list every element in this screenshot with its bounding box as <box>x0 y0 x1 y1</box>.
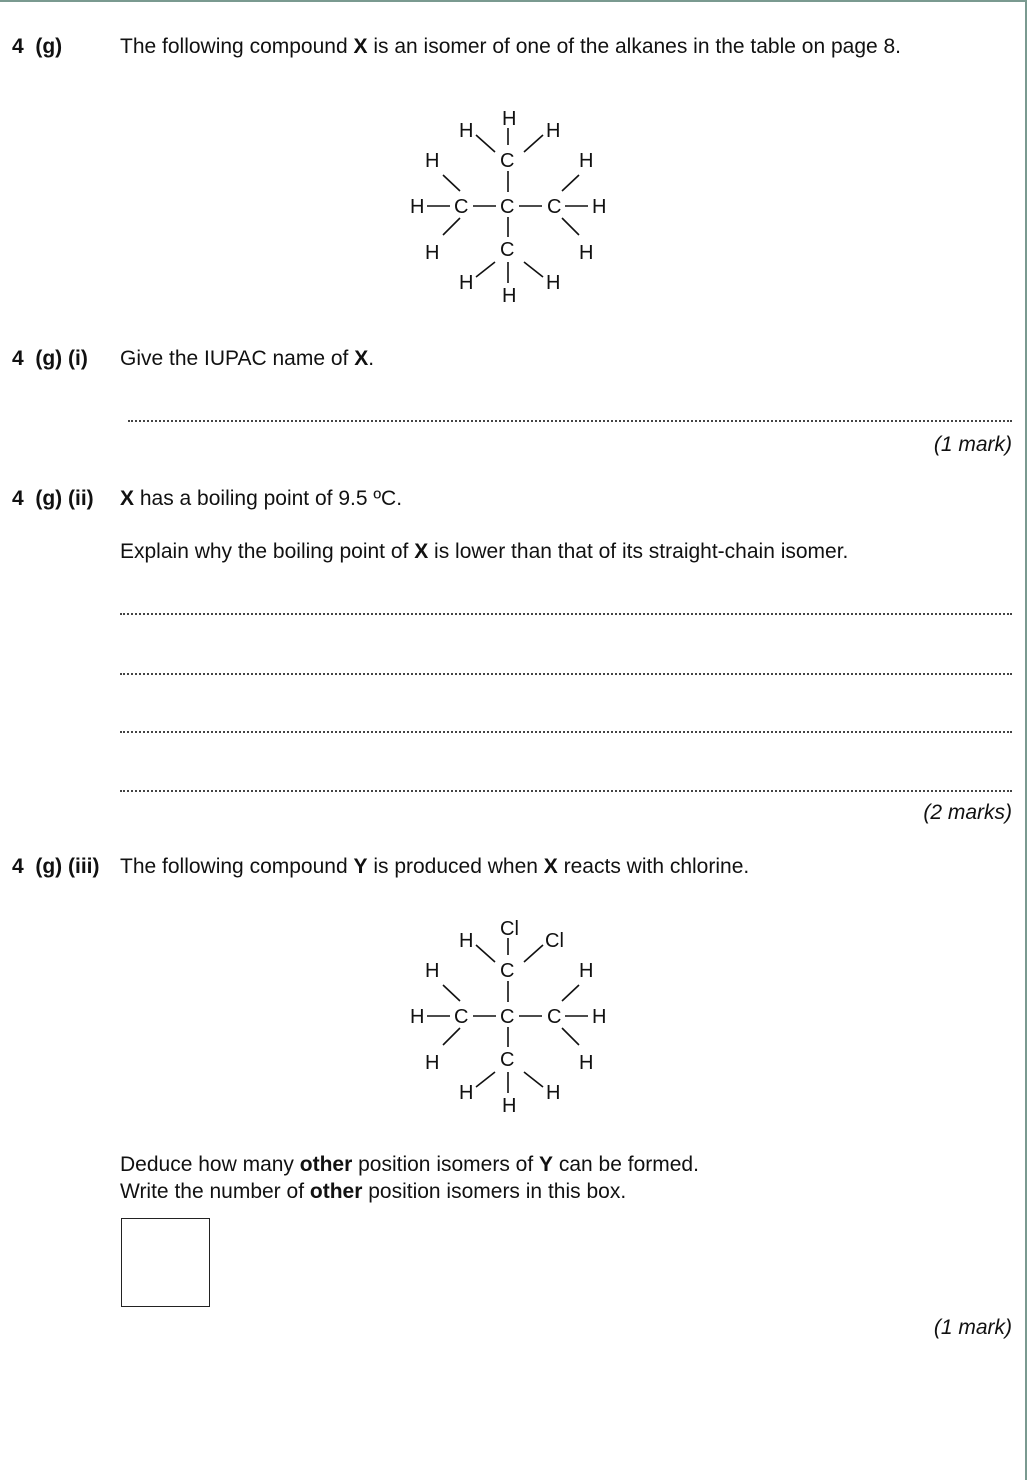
atom-label: H <box>579 1052 594 1074</box>
atom-label: H <box>459 930 474 952</box>
atom-label: C <box>454 1006 469 1028</box>
bond-line <box>443 175 460 191</box>
structure-y-svg <box>405 915 615 1117</box>
atom-label: H <box>410 1006 425 1028</box>
q4gii-line1-post: has a boiling point of 9.5 ºC. <box>134 487 403 510</box>
question-4giii-text <box>120 855 749 879</box>
structure-x-svg <box>405 105 615 307</box>
answer-line-4gii-4[interactable] <box>120 790 1012 792</box>
q4gii-line2-post: is lower than that of its straight-chain isomer. <box>428 540 849 563</box>
atom-label: H <box>546 1082 561 1104</box>
question-number-4g: 4 (g) <box>12 35 63 58</box>
bond-line <box>476 262 495 277</box>
atom-label-cl-top: Cl <box>500 918 519 940</box>
bond-line <box>562 1028 579 1045</box>
question-4gii-line1 <box>120 487 402 511</box>
atom-label: C <box>500 1049 515 1071</box>
atom-label: H <box>546 272 561 294</box>
question-4giii-deduce <box>120 1153 699 1177</box>
q4gi-text-pre: Give the IUPAC name of <box>120 347 355 370</box>
deduce-post: can be formed. <box>553 1153 699 1176</box>
question-4g-text <box>120 35 901 59</box>
bond-line <box>524 945 543 962</box>
bond-line <box>443 218 460 235</box>
bond-line <box>562 218 579 235</box>
atom-label: H <box>425 960 440 982</box>
question-number-4gii: 4 (g) (ii) <box>12 487 94 510</box>
q4giii-text-bold1: Y <box>353 855 368 878</box>
atom-label: H <box>579 242 594 264</box>
atom-label: H <box>546 120 561 142</box>
atom-label: H <box>502 285 517 307</box>
bond-line <box>524 135 543 152</box>
q4g-text-post: is an isomer of one of the alkanes in the table on page 8. <box>367 35 902 58</box>
bond-line <box>476 135 495 152</box>
atom-label: H <box>410 196 425 218</box>
bond-line <box>562 175 579 191</box>
atom-label: H <box>592 1006 607 1028</box>
write-pre: Write the number of <box>120 1180 310 1203</box>
atom-label: C <box>547 1006 562 1028</box>
atom-label: H <box>502 1095 517 1117</box>
atom-label: H <box>502 108 517 130</box>
bond-line <box>524 1072 543 1087</box>
structure-x-diagram <box>405 105 615 307</box>
atom-label: C <box>500 239 515 261</box>
structure-y-diagram <box>405 915 615 1117</box>
question-4giii-write <box>120 1180 626 1204</box>
q4giii-text-post: reacts with chlorine. <box>557 855 750 878</box>
bond-line <box>443 985 460 1001</box>
answer-line-4gii-2[interactable] <box>120 673 1012 675</box>
atom-label: H <box>579 960 594 982</box>
q4giii-text-mid: is produced when <box>367 855 544 878</box>
answer-line-4gii-3[interactable] <box>120 731 1012 733</box>
q4giii-text-pre: The following compound <box>120 855 354 878</box>
atom-label: H <box>459 272 474 294</box>
question-4gi-text <box>120 347 374 371</box>
bond-line <box>476 945 495 962</box>
atom-label: H <box>425 150 440 172</box>
deduce-pre: Deduce how many <box>120 1153 300 1176</box>
write-post: position isomers in this box. <box>362 1180 627 1203</box>
atom-label: C <box>454 196 469 218</box>
atom-label: H <box>459 120 474 142</box>
q4g-text-pre: The following compound <box>120 35 354 58</box>
atom-label: C <box>500 150 515 172</box>
page-top-edge <box>0 0 1027 2</box>
deduce-mid: position isomers of <box>352 1153 540 1176</box>
bond-line <box>562 985 579 1001</box>
atom-label: C <box>500 960 515 982</box>
answer-line-4gi[interactable] <box>128 420 1012 422</box>
mark-4gi: (1 mark) <box>933 433 1012 456</box>
q4g-text-bold: X <box>353 35 368 58</box>
answer-line-4gii-1[interactable] <box>120 613 1012 615</box>
q4gi-text-bold: X <box>354 347 369 370</box>
question-4gii-line2 <box>120 540 848 564</box>
atom-label: H <box>425 1052 440 1074</box>
question-number-4gi: 4 (g) (i) <box>12 347 88 370</box>
q4gii-line2-bold: X <box>414 540 429 563</box>
write-bold: other <box>309 1180 363 1203</box>
q4giii-text-bold2: X <box>543 855 558 878</box>
atom-label: H <box>459 1082 474 1104</box>
atom-label-cl-right: Cl <box>545 930 564 952</box>
atom-label: C <box>500 196 515 218</box>
mark-4gii: (2 marks) <box>923 801 1012 824</box>
atom-label: H <box>592 196 607 218</box>
q4gii-line1-bold: X <box>120 487 135 510</box>
bond-line <box>443 1028 460 1045</box>
atom-label: H <box>579 150 594 172</box>
question-number-4giii: 4 (g) (iii) <box>12 855 100 878</box>
q4gii-line2-pre: Explain why the boiling point of <box>120 540 415 563</box>
deduce-bold2: Y <box>539 1153 554 1176</box>
q4gi-text-post: . <box>368 347 375 370</box>
deduce-bold: other <box>299 1153 353 1176</box>
atom-label: C <box>500 1006 515 1028</box>
answer-box-4giii[interactable] <box>121 1218 210 1307</box>
bond-line <box>524 262 543 277</box>
bond-line <box>476 1072 495 1087</box>
mark-4giii: (1 mark) <box>933 1316 1012 1339</box>
atom-label: C <box>547 196 562 218</box>
atom-label: H <box>425 242 440 264</box>
